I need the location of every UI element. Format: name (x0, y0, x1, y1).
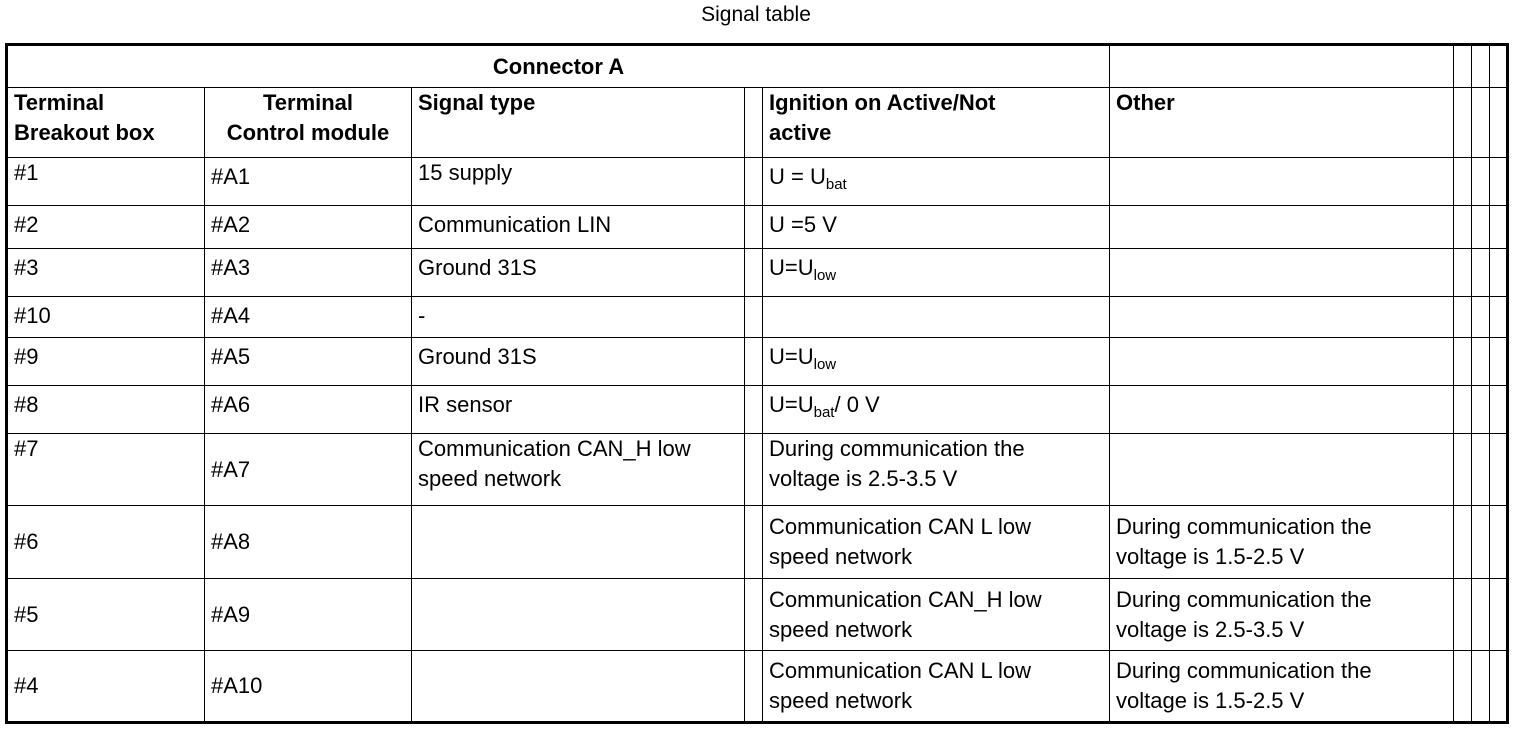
table-row (7, 338, 1508, 386)
signal-table (5, 43, 1509, 724)
header-ignition: Ignition on Active/Not active (763, 88, 1110, 158)
signal-cell (412, 579, 745, 651)
control-cell: #A6 (205, 386, 412, 434)
header-terminal-control: Terminal Control module (205, 88, 412, 158)
other-cell (1110, 158, 1454, 206)
control-cell: #A1 (205, 158, 412, 206)
breakout-cell: #9 (7, 338, 205, 386)
table-row (7, 206, 1508, 249)
signal-cell: IR sensor (412, 386, 745, 434)
other-cell (1110, 386, 1454, 434)
other-cell: During communication the voltage is 1.5-2.5 V (1110, 651, 1454, 723)
signal-cell (412, 506, 745, 579)
signal-cell: Communication LIN (412, 206, 745, 249)
ignition-cell: U =5 V (763, 206, 1110, 249)
table-row (7, 434, 1508, 506)
signal-cell: Ground 31S (412, 338, 745, 386)
breakout-cell: #5 (7, 579, 205, 651)
breakout-cell: #2 (7, 206, 205, 249)
control-cell: #A7 (205, 434, 412, 506)
signal-cell: Ground 31S (412, 249, 745, 297)
signal-cell: - (412, 297, 745, 338)
table-row (7, 651, 1508, 723)
connector-spare-cell (1110, 45, 1454, 88)
ignition-cell: Communication CAN L low speed network (763, 651, 1110, 723)
other-cell: During communication the voltage is 1.5-2.5 V (1110, 506, 1454, 579)
table-row (7, 158, 1508, 206)
signal-cell: Communication CAN_H low speed network (412, 434, 745, 506)
control-cell: #A5 (205, 338, 412, 386)
other-cell (1110, 297, 1454, 338)
table-row (7, 506, 1508, 579)
header-other: Other (1110, 88, 1454, 158)
other-cell (1110, 206, 1454, 249)
other-cell (1110, 249, 1454, 297)
breakout-cell: #6 (7, 506, 205, 579)
table-row (7, 579, 1508, 651)
ignition-cell: $U=U_{low}$ (763, 249, 1110, 297)
ignition-cell: Communication CAN_H low speed network (763, 579, 1110, 651)
breakout-cell: #1 (7, 158, 205, 206)
ignition-cell: $U = U_{bat}$ (763, 158, 1110, 206)
connector-label: Connector A (7, 45, 1110, 88)
other-cell: During communication the voltage is 2.5-3.5 V (1110, 579, 1454, 651)
ignition-cell: $U=U_{low}$ (763, 338, 1110, 386)
table-row (7, 249, 1508, 297)
page-title: Signal table (701, 3, 811, 26)
ignition-cell: During communication the voltage is 2.5-3.5 V (763, 434, 1110, 506)
breakout-cell: #8 (7, 386, 205, 434)
other-cell (1110, 434, 1454, 506)
signal-cell (412, 651, 745, 723)
breakout-cell: #4 (7, 651, 205, 723)
header-terminal-breakout: Terminal Breakout box (7, 88, 205, 158)
control-cell: #A2 (205, 206, 412, 249)
ignition-cell: Communication CAN L low speed network (763, 506, 1110, 579)
breakout-cell: #7 (7, 434, 205, 506)
control-cell: #A10 (205, 651, 412, 723)
control-cell: #A3 (205, 249, 412, 297)
signal-cell: 15 supply (412, 158, 745, 206)
table-row (7, 297, 1508, 338)
other-cell (1110, 338, 1454, 386)
column-header-row (7, 88, 1508, 158)
control-cell: #A4 (205, 297, 412, 338)
ignition-cell (763, 297, 1110, 338)
breakout-cell: #3 (7, 249, 205, 297)
table-row (7, 386, 1508, 434)
control-cell: #A8 (205, 506, 412, 579)
breakout-cell: #10 (7, 297, 205, 338)
header-signal-type: Signal type (412, 88, 745, 158)
connector-header-row (7, 45, 1508, 88)
control-cell: #A9 (205, 579, 412, 651)
ignition-cell: $U=U_{bat}/$ 0 V (763, 386, 1110, 434)
